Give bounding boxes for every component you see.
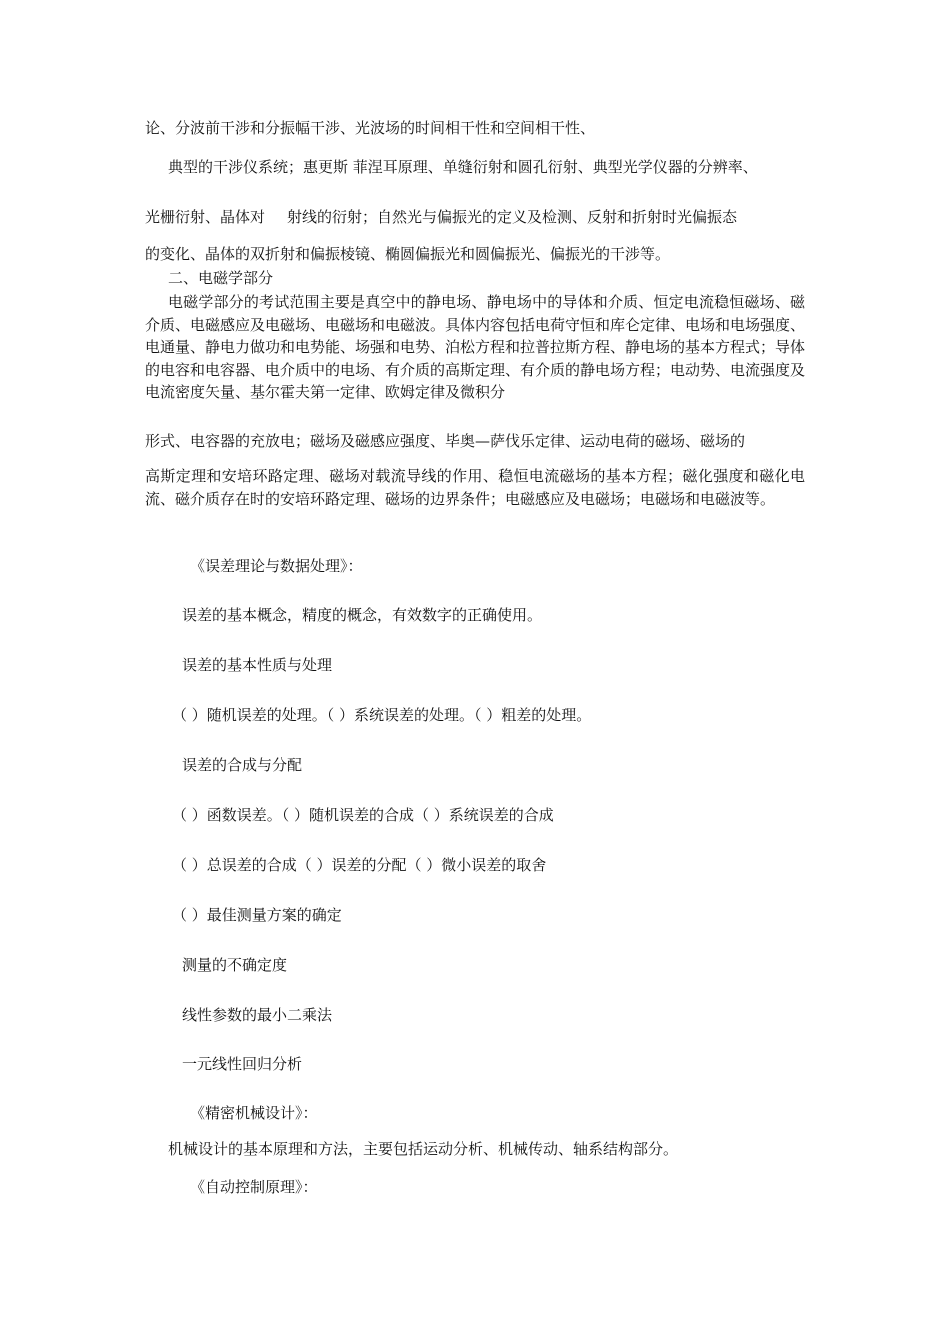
auto-control-title: 《自动控制原理》： <box>190 1178 318 1196</box>
optics-line-1: 论、分波前干涉和分振幅干涉、光波场的时间相干性和空间相干性、 <box>145 119 596 137</box>
error-item-7: （ ）最佳测量方案的确定 <box>172 906 342 924</box>
optics-line-3-part-a: 光栅衍射、晶体对 <box>145 208 266 226</box>
error-item-9: 线性参数的最小二乘法 <box>182 1006 333 1024</box>
error-item-5: （ ）函数误差。（ ）随机误差的合成（ ）系统误差的合成 <box>172 806 554 824</box>
error-item-3: （ ）随机误差的处理。（ ）系统误差的处理。（ ）粗差的处理。 <box>172 706 592 724</box>
em-paragraph-2: 高斯定理和安培环路定理、磁场对载流导线的作用、稳恒电流磁场的基本方程；磁化强度和磁化电流、磁介质存在时的安培环路定理、磁场的边界条件；电磁感应及电磁场；电磁场和电磁波等。 <box>145 467 805 508</box>
mech-design-body: 机械设计的基本原理和方法，主要包括运动分析、机械传动、轴系结构部分。 <box>168 1140 679 1158</box>
em-line-b: 形式、电容器的充放电；磁场及磁感应强度、毕奥—萨伐乐定律、运动电荷的磁场、磁场的 <box>145 432 746 450</box>
optics-line-2: 典型的干涉仪系统；惠更斯 菲涅耳原理、单缝衍射和圆孔衍射、典型光学仪器的分辨率、 <box>168 158 758 176</box>
error-item-1: 误差的基本概念，精度的概念，有效数字的正确使用。 <box>182 606 543 624</box>
section-heading-em: 二、电磁学部分 <box>168 269 274 287</box>
error-item-10: 一元线性回归分析 <box>182 1055 303 1073</box>
optics-line-3 <box>145 207 737 227</box>
optics-line-3-part-b: 射线的衍射；自然光与偏振光的定义及检测、反射和折射时光偏振态 <box>287 208 738 226</box>
optics-line-4: 的变化、晶体的双折射和偏振棱镜、椭圆偏振光和圆偏振光、偏振光的干涉等。 <box>145 245 671 263</box>
mech-design-title: 《精密机械设计》： <box>190 1104 318 1122</box>
error-item-2: 误差的基本性质与处理 <box>182 656 333 674</box>
error-item-4: 误差的合成与分配 <box>182 756 303 774</box>
error-item-6: （ ）总误差的合成（ ）误差的分配（ ）微小误差的取舍 <box>172 856 547 874</box>
em-paragraph-1: 电磁学部分的考试范围主要是真空中的静电场、静电场中的导体和介质、恒定电流稳恒磁场、磁介质、电磁感应及电磁场、电磁场和电磁波。具体内容包括电荷守恒和库仑定律、电场和电场强度、电通量、静电力做功和电势能、场强和电势、泊松方程和拉普拉斯方程、静电场的基本方程式；导体的电容和电容器、电介质中的电场、有介质的高斯定理、有介质的静电场方程；电动势、电流强度及电流密度矢量、基尔霍夫第一定律、欧姆定律及微积分 <box>145 293 806 401</box>
error-theory-title: 《误差理论与数据处理》： <box>190 557 363 575</box>
error-item-8: 测量的不确定度 <box>182 956 288 974</box>
